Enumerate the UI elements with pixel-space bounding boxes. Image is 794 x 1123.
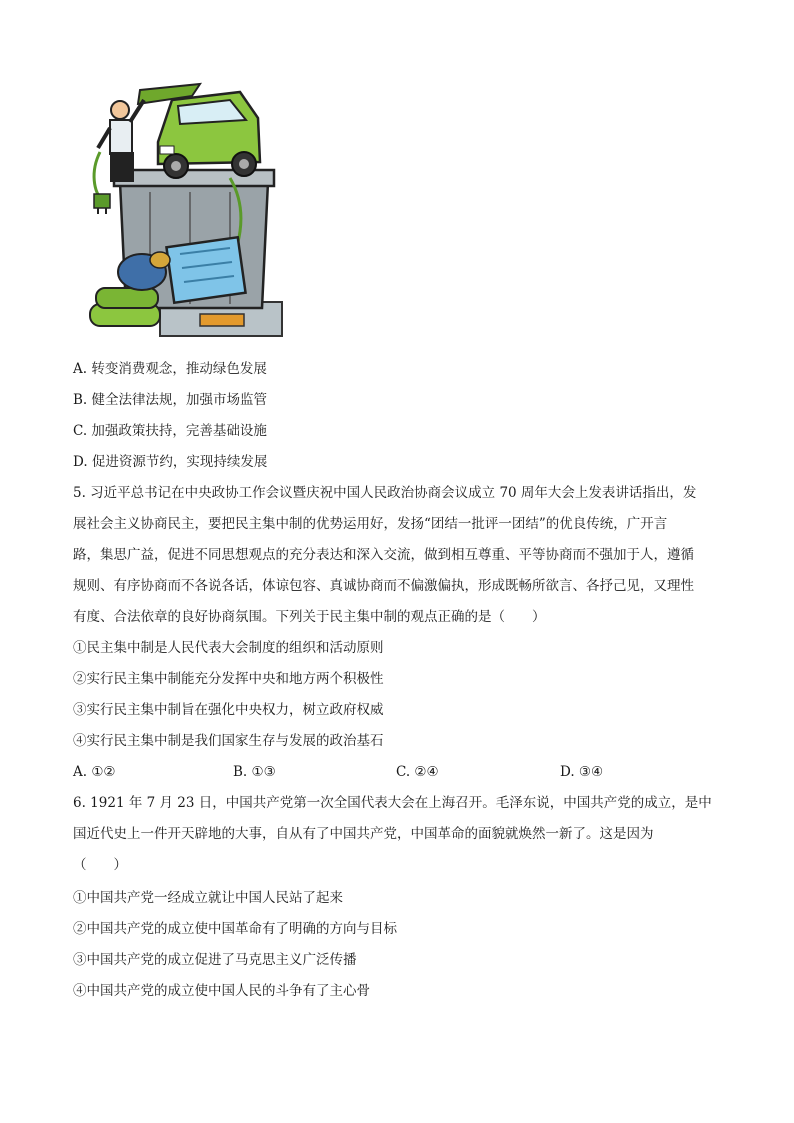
q4-option-a: A. 转变消费观念，推动绿色发展 bbox=[73, 361, 267, 377]
q6-statement: ②中国共产党的成立使中国革命有了明确的方向与目标 bbox=[73, 921, 397, 937]
q4-option-d: D. 促进资源节约，实现持续发展 bbox=[73, 454, 268, 470]
q5-choice-a: A. ①② bbox=[73, 764, 116, 780]
q6-statement: ④中国共产党的成立使中国人民的斗争有了主心骨 bbox=[73, 983, 370, 999]
q5-choice-b: B. ①③ bbox=[233, 764, 276, 780]
q5-statement: ②实行民主集中制能充分发挥中央和地方两个积极性 bbox=[73, 671, 384, 687]
q4-option-b: B. 健全法律法规，加强市场监管 bbox=[73, 392, 268, 408]
q5-statement: ③实行民主集中制旨在强化中央权力，树立政府权威 bbox=[73, 702, 384, 718]
q5-stem-line: 5. 习近平总书记在中央政协工作会议暨庆祝中国人民政治协商会议成立 70 周年大会上发表讲话指出，发 bbox=[73, 485, 697, 501]
q4-option-c: C. 加强政策扶持，完善基础设施 bbox=[73, 423, 267, 439]
ev-battery-recycling-cartoon-icon bbox=[80, 82, 290, 344]
q5-stem-line: 路，集思广益，促进不同思想观点的充分表达和深入交流，做到相互尊重、平等协商而不强加于人，遵循 bbox=[73, 547, 694, 563]
q6-stem-line: （ ） bbox=[73, 857, 127, 873]
q6-statement: ①中国共产党一经成立就让中国人民站了起来 bbox=[73, 890, 343, 906]
q5-choices bbox=[73, 763, 713, 781]
q5-choice-d: D. ③④ bbox=[560, 764, 604, 780]
q5-statement: ④实行民主集中制是我们国家生存与发展的政治基石 bbox=[73, 733, 384, 749]
q6-stem-line: 6. 1921 年 7 月 23 日，中国共产党第一次全国代表大会在上海召开。毛泽东说，中国共产党的成立，是中 bbox=[73, 795, 712, 811]
q6-stem-line: 国近代史上一件开天辟地的大事，自从有了中国共产党，中国革命的面貌就焕然一新了。这是因为 bbox=[73, 826, 654, 842]
q5-stem-line: 规则、有序协商而不各说各话，体谅包容、真诚协商而不偏激偏执，形成既畅所欲言、各抒己见，又理性 bbox=[73, 578, 694, 594]
q5-stem-line: 展社会主义协商民主，要把民主集中制的优势运用好，发扬“团结一批评一团结”的优良传统，广开言 bbox=[73, 516, 668, 532]
q5-choice-c: C. ②④ bbox=[396, 764, 439, 780]
q6-statement: ③中国共产党的成立促进了马克思主义广泛传播 bbox=[73, 952, 357, 968]
q5-stem-line: 有度、合法依章的良好协商氛围。下列关于民主集中制的观点正确的是（ ） bbox=[73, 609, 546, 625]
q5-statement: ①民主集中制是人民代表大会制度的组织和活动原则 bbox=[73, 640, 384, 656]
